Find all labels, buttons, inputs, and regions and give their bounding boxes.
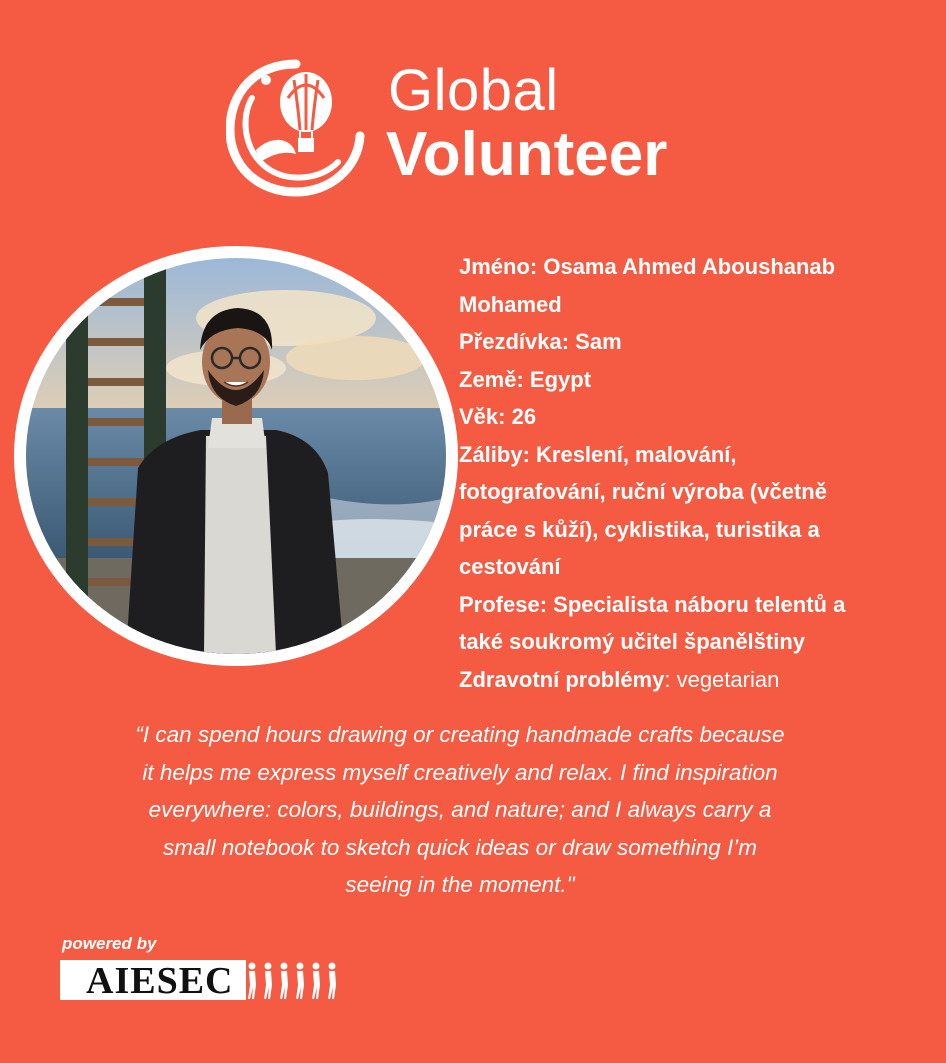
logo-word-global: Global (388, 58, 559, 123)
profile-name-line1: Jméno: Osama Ahmed Aboushanab (459, 254, 836, 279)
walking-people-icon (244, 958, 340, 1002)
profile-health-label: Zdravotní problémy (459, 666, 665, 692)
profile-name-line2: Mohamed (459, 291, 562, 317)
profile-health-value: : vegetarian (664, 666, 780, 692)
volunteer-quote (60, 716, 860, 904)
profile-country: Země: Egypt (459, 366, 592, 392)
powered-by-label: powered by (62, 934, 157, 953)
profile-hobbies-line2: fotografování, ruční výroba (včetně (459, 479, 827, 504)
global-volunteer-logo (226, 58, 726, 198)
quote-line-3: everywhere: colors, buildings, and nature; and I always carry a (148, 797, 772, 822)
profile-nickname: Přezdívka: Sam (459, 329, 622, 354)
logo-word-volunteer: Volunteer (386, 120, 668, 189)
profile-photo (26, 258, 446, 654)
hot-air-balloon-icon (226, 58, 366, 198)
quote-line-4: small notebook to sketch quick ideas or draw something I’m (162, 834, 758, 860)
profile-health (459, 661, 939, 699)
profile-hobbies-line3: práce s kůží), cyklistika, turistika a (459, 516, 820, 542)
profile-details (459, 248, 939, 698)
profile-profession-line1: Profese: Specialista náboru telentů a (459, 591, 846, 617)
aiesec-wordmark: AIESEC (86, 960, 234, 1002)
profile-hobbies-line1: Záliby: Kreslení, malování, (459, 441, 737, 467)
profile-photo-frame (14, 246, 458, 666)
profile-profession-line2: také soukromý učitel španělštiny (459, 629, 806, 654)
aiesec-logo (60, 960, 246, 1000)
profile-hobbies-line4: cestování (459, 554, 561, 579)
profile-age: Věk: 26 (459, 404, 537, 429)
quote-line-5: seeing in the moment." (345, 872, 575, 897)
quote-line-2: it helps me express myself creatively and relax. I find inspiration (142, 759, 778, 785)
quote-line-1: “I can spend hours drawing or creating handmade crafts because (135, 722, 785, 747)
